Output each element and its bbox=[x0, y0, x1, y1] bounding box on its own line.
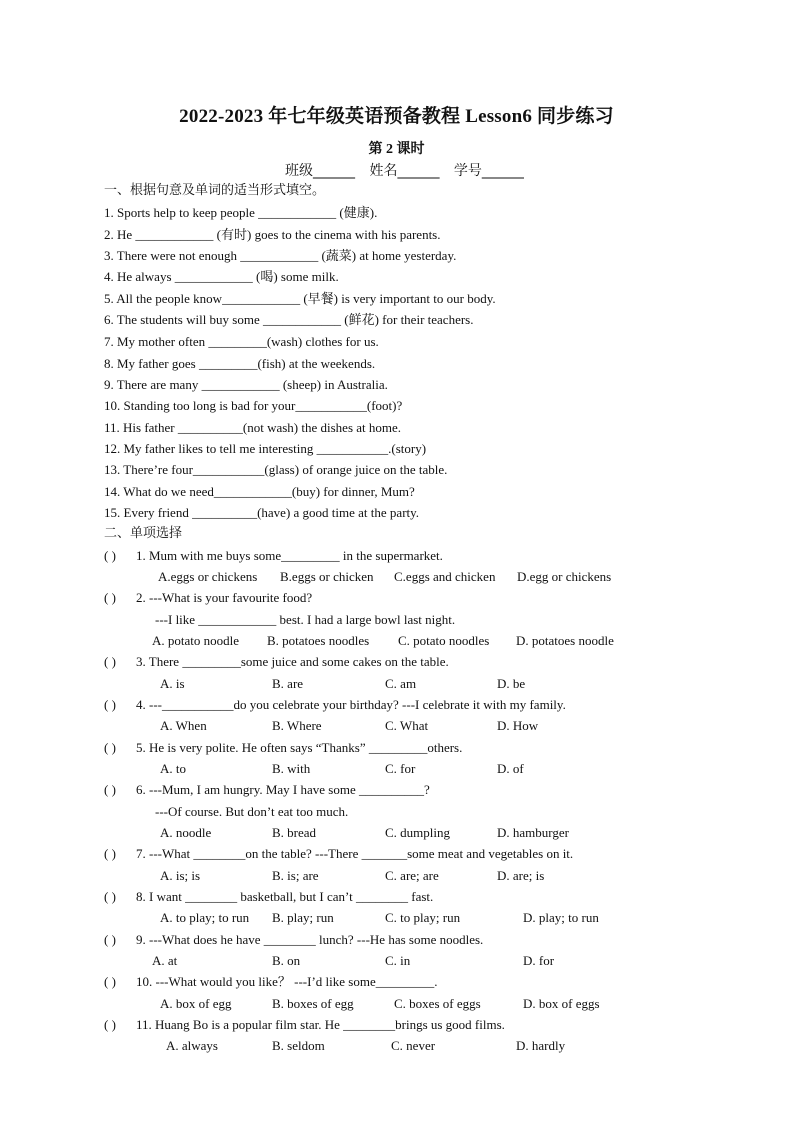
option-c: C.eggs and chicken bbox=[394, 569, 496, 584]
section2-heading: 二、单项选择 bbox=[104, 526, 183, 541]
question-stem: 1. Mum with me buys some_________ in the supermarket. bbox=[136, 548, 443, 563]
option-a: A. noodle bbox=[160, 825, 212, 840]
answer-blank: ( ) bbox=[104, 782, 116, 797]
option-d: D. for bbox=[523, 953, 555, 968]
question-stem: 6. ---Mum, I am hungry. May I have some __________? bbox=[136, 782, 430, 797]
page-subtitle: 第 2 课时 bbox=[368, 142, 425, 157]
option-a: A. always bbox=[166, 1038, 218, 1053]
option-c: C. potato noodles bbox=[398, 633, 490, 648]
option-b: B. bread bbox=[272, 825, 317, 840]
fill-item: 15. Every friend __________(have) a good time at the party. bbox=[104, 505, 420, 520]
option-a: A. is; is bbox=[160, 868, 201, 883]
fill-item: 5. All the people know____________ (早餐) is very important to our body. bbox=[104, 291, 496, 306]
fill-item: 3. There were not enough ____________ (蔬菜) at home yesterday. bbox=[104, 248, 457, 263]
option-c: C. What bbox=[385, 718, 429, 733]
option-b: B. Where bbox=[272, 718, 322, 733]
fill-item: 13. There’re four___________(glass) of orange juice on the table. bbox=[104, 462, 448, 477]
name-field: 姓名______ bbox=[369, 163, 440, 179]
option-c: C. in bbox=[385, 953, 411, 968]
answer-blank: ( ) bbox=[104, 889, 116, 904]
option-c: C. dumpling bbox=[385, 825, 451, 840]
option-b: B. are bbox=[272, 676, 304, 691]
option-b: B. seldom bbox=[272, 1038, 325, 1053]
question-stem: 3. There _________some juice and some cakes on the table. bbox=[136, 654, 449, 669]
option-b: B. boxes of egg bbox=[272, 996, 354, 1011]
option-b: B. on bbox=[272, 953, 301, 968]
option-b: B. with bbox=[272, 761, 311, 776]
option-b: B. is; are bbox=[272, 868, 319, 883]
option-a: A. When bbox=[160, 718, 207, 733]
question-continuation: ---Of course. But don’t eat too much. bbox=[155, 804, 349, 819]
option-c: C. are; are bbox=[385, 868, 439, 883]
fill-item: 12. My father likes to tell me interesting ___________.(story) bbox=[104, 441, 427, 456]
option-b: B. play; run bbox=[272, 910, 334, 925]
question-stem: 4. ---___________do you celebrate your birthday? ---I celebrate it with my family. bbox=[136, 697, 566, 712]
option-c: C. am bbox=[385, 676, 417, 691]
option-d: D. How bbox=[497, 718, 539, 733]
question-continuation: ---I like ____________ best. I had a large bowl last night. bbox=[155, 612, 456, 627]
student-info-line bbox=[285, 160, 534, 180]
option-a: A. to bbox=[160, 761, 186, 776]
question-stem: 11. Huang Bo is a popular film star. He ________brings us good films. bbox=[136, 1017, 505, 1032]
fill-item: 1. Sports help to keep people ____________ (健康). bbox=[104, 205, 378, 220]
fill-item: 14. What do we need____________(buy) for dinner, Mum? bbox=[104, 484, 415, 499]
answer-blank: ( ) bbox=[104, 654, 116, 669]
answer-blank: ( ) bbox=[104, 974, 116, 989]
option-b: B.eggs or chicken bbox=[280, 569, 374, 584]
class-field: 班级______ bbox=[285, 163, 355, 179]
option-c: C. to play; run bbox=[385, 910, 461, 925]
fill-item: 9. There are many ____________ (sheep) in Australia. bbox=[104, 377, 388, 392]
option-d: D.egg or chickens bbox=[517, 569, 612, 584]
question-stem: 5. He is very polite. He often says “Thanks” _________others. bbox=[136, 740, 463, 755]
answer-blank: ( ) bbox=[104, 932, 116, 947]
option-d: D. play; to run bbox=[523, 910, 599, 925]
student-number-field: 学号______ bbox=[453, 163, 524, 179]
option-a: A. box of egg bbox=[160, 996, 232, 1011]
question-stem: 10. ---What would you like？ ---I’d like some_________. bbox=[136, 974, 438, 989]
option-a: A. at bbox=[152, 953, 178, 968]
question-stem: 9. ---What does he have ________ lunch? ---He has some noodles. bbox=[136, 932, 484, 947]
page-title: 2022-2023 年七年级英语预备教程 Lesson6 同步练习 bbox=[179, 106, 614, 127]
option-a: A.eggs or chickens bbox=[158, 569, 258, 584]
option-a: A. potato noodle bbox=[152, 633, 240, 648]
option-a: A. is bbox=[160, 676, 185, 691]
question-stem: 2. ---What is your favourite food? bbox=[136, 590, 313, 605]
option-c: C. boxes of eggs bbox=[394, 996, 481, 1011]
option-d: D. hardly bbox=[516, 1038, 566, 1053]
option-c: C. for bbox=[385, 761, 416, 776]
fill-item: 4. He always ____________ (喝) some milk. bbox=[104, 269, 339, 284]
answer-blank: ( ) bbox=[104, 697, 116, 712]
option-d: D. box of eggs bbox=[523, 996, 600, 1011]
fill-item: 7. My mother often _________(wash) clothes for us. bbox=[104, 334, 379, 349]
question-stem: 7. ---What ________on the table? ---There _______some meat and vegetables on it. bbox=[136, 846, 574, 861]
fill-item: 2. He ____________ (有时) goes to the cinema with his parents. bbox=[104, 227, 441, 242]
fill-item: 11. His father __________(not wash) the dishes at home. bbox=[104, 420, 402, 435]
answer-blank: ( ) bbox=[104, 846, 116, 861]
section1-heading: 一、根据句意及单词的适当形式填空。 bbox=[104, 183, 326, 198]
question-stem: 8. I want ________ basketball, but I can’t ________ fast. bbox=[136, 889, 434, 904]
option-d: D. hamburger bbox=[497, 825, 569, 840]
option-a: A. to play; to run bbox=[160, 910, 250, 925]
option-d: D. are; is bbox=[497, 868, 545, 883]
option-d: D. be bbox=[497, 676, 526, 691]
answer-blank: ( ) bbox=[104, 740, 116, 755]
fill-item: 10. Standing too long is bad for your___________(foot)? bbox=[104, 398, 403, 413]
answer-blank: ( ) bbox=[104, 1017, 116, 1032]
fill-item: 6. The students will buy some ____________ (鲜花) for their teachers. bbox=[104, 312, 474, 327]
option-d: D. of bbox=[497, 761, 524, 776]
option-c: C. never bbox=[391, 1038, 436, 1053]
option-d: D. potatoes noodle bbox=[516, 633, 614, 648]
option-b: B. potatoes noodles bbox=[267, 633, 370, 648]
fill-item: 8. My father goes _________(fish) at the weekends. bbox=[104, 356, 376, 371]
answer-blank: ( ) bbox=[104, 590, 116, 605]
answer-blank: ( ) bbox=[104, 548, 116, 563]
